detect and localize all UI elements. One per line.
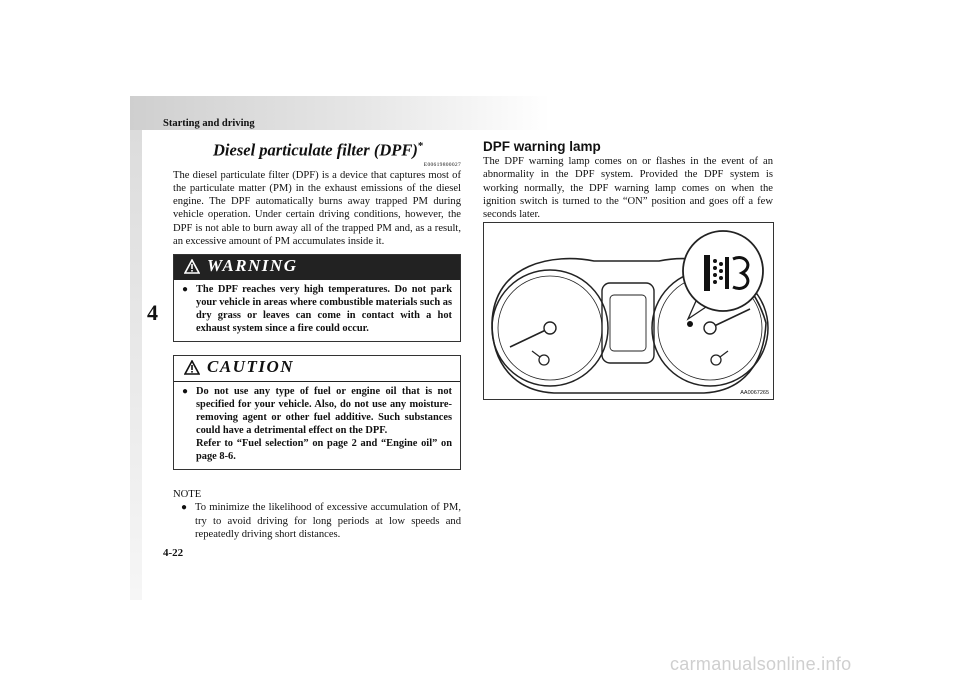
caution-triangle-icon [184, 360, 200, 375]
warning-text: The DPF reaches very high temperatures. Do not park your vehicle in areas where combustible materials such as dry grass or leaves can come in contact with a hot exhaust system since a fire could occur. [196, 284, 452, 335]
bullet-icon: ● [181, 502, 188, 514]
warning-lamp-paragraph: The DPF warning lamp comes on or flashes in the event of an abnormality in the DPF system. Provided the DPF system is working normally, the DPF warning lamp comes on when the ignition switch is turned to the “ON” position and goes off a few seconds later. [483, 156, 773, 221]
chapter-side-bar [130, 130, 142, 600]
warning-label: WARNING [207, 256, 298, 276]
figure-code: AA0067265 [740, 390, 769, 396]
instrument-cluster-figure [483, 222, 774, 400]
option-marker: * [417, 140, 424, 152]
section-label: Starting and driving [163, 118, 255, 129]
watermark: carmanualsonline.info [670, 654, 852, 674]
bullet-icon: ● [182, 386, 189, 398]
warning-box [173, 254, 461, 342]
chapter-tab-number: 4 [147, 300, 158, 325]
note-label: NOTE [173, 489, 202, 501]
intro-paragraph: The diesel particulate filter (DPF) is a device that captures most of the particulate matter (PM) in the exhaust emissions of the diesel engine. The DPF automatically burns away trapped PM during vehicle operation. Under certain driving conditions, however, the DPF is not able to burn away all of the trapped PM and, as a result, an excessive amount of PM accumulates inside it. [173, 169, 461, 247]
caution-box [173, 355, 461, 470]
page-title: Diesel particulate filter (DPF)* [213, 140, 424, 160]
note-text: To minimize the likelihood of excessive accumulation of PM, try to avoid driving for long periods at low speeds and repeatedly driving short distances. [195, 502, 461, 540]
page-number: 4-22 [163, 547, 184, 559]
instrument-cluster-illustration [484, 223, 773, 399]
bullet-icon: ● [182, 284, 189, 296]
warning-triangle-icon [184, 259, 200, 274]
caution-text: Do not use any type of fuel or engine oil that is not specified for your vehicle. Also, do not use any moisture-removing agent or other fuel additive. Such substances could have a detrimental effect on the DPF. [196, 386, 452, 437]
left-column [173, 136, 461, 541]
doc-code: E00619800027 [423, 161, 461, 168]
right-column [483, 136, 773, 221]
caution-label: CAUTION [207, 357, 295, 377]
caution-reference: Refer to “Fuel selection” on page 2 and “Engine oil” on page 8-6. [196, 438, 452, 463]
section-subtitle: DPF warning lamp [483, 139, 601, 154]
